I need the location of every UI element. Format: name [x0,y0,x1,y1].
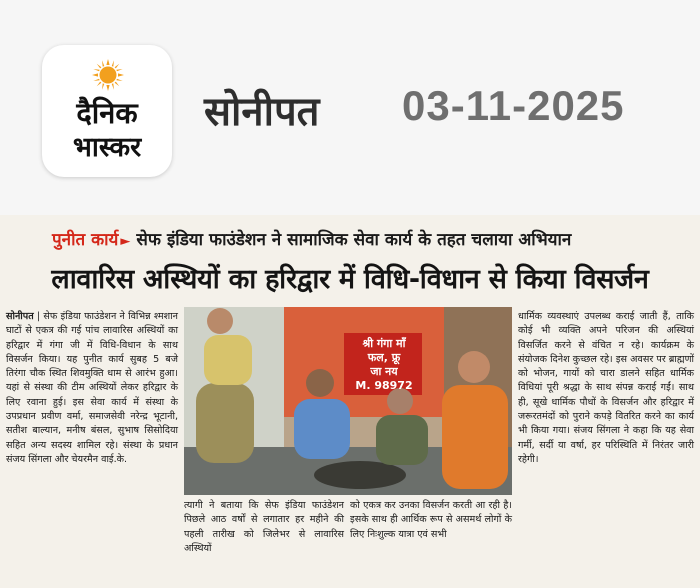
header-band [0,0,700,215]
article-column-mid-2: को एकत्र कर उनका विसर्जन करती आ रही है। इसके साथ ही आर्थिक रूप से असमर्थ लोगों के लिए निःशुल्क यात्रा एवं सभी [350,500,512,540]
article-column-right: धार्मिक व्यवस्थाएं उपलब्ध कराई जाती हैं, ताकि कोई भी व्यक्ति अपने परिजन की अस्थियां विसर्जित करने से वंचित न रहे। कार्यक्रम के संयोजक दिनेश कुच्छल रहे। इस अवसर पर ब्राह्मणों को भोजन, गायों को चारा डालने सहित धार्मिक विधियां पूरी श्रद्धा के साथ संपन्न कराई गईं। साथ ही, सूखे धार्मिक पौधों के विसर्जन और हरिद्वार में जरूरतमंदों को पुराने कपड़े वितरित करने का कार्य भी किया गया। संजय सिंगला ने कहा कि यह सेवा गर्मी, सर्दी या वर्षा, हर परिस्थिति में निरंतर जारी रहेगी। [518,311,694,465]
sun-icon [92,59,124,91]
article-column-mid-1: त्यागी ने बताया कि सेफ इंडिया फाउंडेशन पिछले आठ वर्षों से लगातार हर महीने की पहली तारीख को जिलेभर से लावारिस अस्थियों [184,500,344,554]
article-text-left: | सेफ इंडिया फाउंडेशन ने विभिन्न श्मशान घाटों से एकत्र की गई पांच लावारिस अस्थियों का हरिद्वार में गंगा जी में विधि-विधान के साथ विसर्जन किया। यह पुनीत कार्य सुबह 5 बजे तिरंगा चौक स्थित शिवमुक्ति धाम से आरंभ हुआ। यहां से संस्था की टीम अस्थियों लेकर हरिद्वार के लिए रवाना हुई। इस सेवा कार्य में संस्था के उपप्रधान प्रवीण वर्मा, समाजसेवी नरेन्द्र भूटानी, सतीश बाल्यान, मनीष बंसल, सुभाष सिसोदिया सहित अन्य सदस्य शामिल रहे। संस्था के प्रधान संजय सिंगला और चेयरमैन वाई.के. [6,311,178,465]
headline: लावारिस अस्थियों का हरिद्वार में विधि-विधान से किया विसर्जन [51,264,649,295]
kicker-row [52,227,692,255]
edition-date: 03-11-2025 [402,82,625,129]
newspaper-logo [42,45,172,177]
kicker-label: पुनीत कार्य [52,230,119,250]
news-photo-illustration [184,307,512,495]
news-photo [184,307,512,495]
photo-banner-text: श्री गंगा माँ फल, फ्रू जा नय M. 98972 [355,337,413,392]
kicker-triangle-icon: ► [120,234,131,249]
edition-city: सोनीपत [204,89,320,135]
kicker-text: सेफ इंडिया फाउंडेशन ने सामाजिक सेवा कार्य के तहत चलाया अभियान [136,230,572,250]
dateline: सोनीपत [6,311,34,322]
logo-wordmark-line2: भास्कर [72,132,142,163]
news-clipping [0,215,700,588]
article-column-left [6,310,178,467]
logo-wordmark-line1: दैनिक [76,96,138,130]
